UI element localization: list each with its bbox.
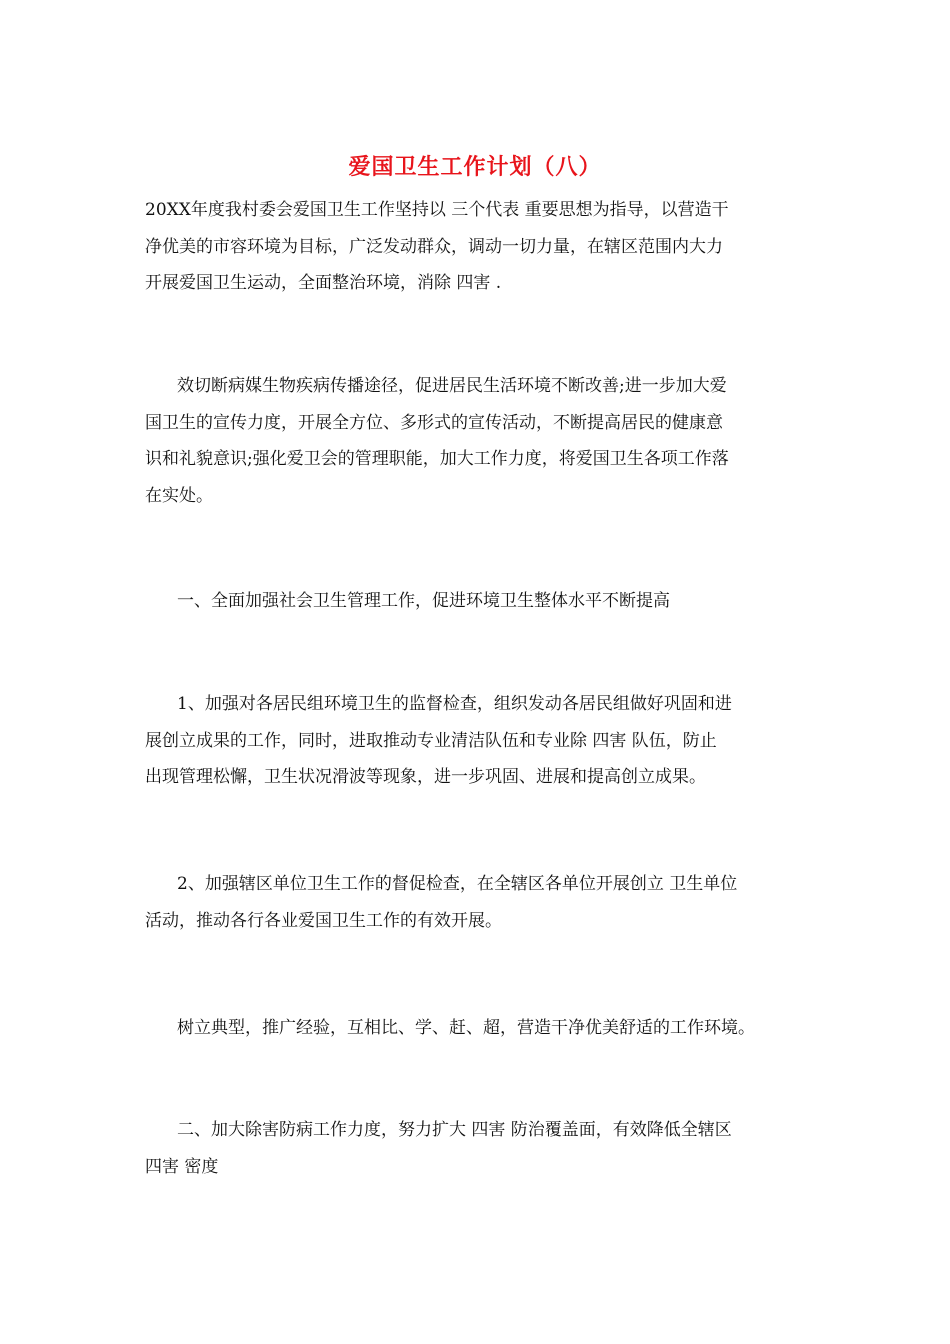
paragraph-line: 二、加大除害防病工作力度，努力扩大 四害 防治覆盖面，有效降低全辖区 [177,1120,732,1140]
paragraph-line: 树立典型，推广经验，互相比、学、赶、超，营造干净优美舒适的工作环境。 [177,1018,755,1038]
document-title: 爱国卫生工作计划（八） [348,154,602,180]
paragraph-line: 国卫生的宣传力度，开展全方位、多形式的宣传活动，不断提高居民的健康意 [145,412,723,433]
paragraph-line: 1、加强对各居民组环境卫生的监督检查，组织发动各居民组做好巩固和进 [177,694,732,714]
section-heading-2 [145,1112,825,1185]
paragraph-item-1 [145,686,825,796]
paragraph-line: 一、全面加强社会卫生管理工作，促进环境卫生整体水平不断提高 [177,591,670,611]
paragraph-line: 开展爱国卫生运动，全面整治环境，消除 四害 . [145,273,502,293]
paragraph-line: 净优美的市容环境为目标，广泛发动群众，调动一切力量，在辖区范围内大力 [145,236,723,257]
paragraph-item-2 [145,866,825,939]
paragraph-line: 展创立成果的工作，同时，进取推动专业清洁队伍和专业除 四害 队伍，防止 [145,730,717,751]
paragraph-line: 出现管理松懈，卫生状况滑波等现象，进一步巩固、进展和提高创立成果。 [145,767,706,787]
section-heading-1 [145,583,825,620]
paragraph-1 [145,192,825,302]
paragraph-line: 20XX年度我村委会爱国卫生工作坚持以 三个代表 重要思想为指导，以营造干 [145,200,729,220]
paragraph-line: 在实处。 [145,485,213,506]
paragraph-line: 四害 密度 [145,1156,219,1177]
paragraph-2 [145,368,825,514]
paragraph-line: 活动，推动各行各业爱国卫生工作的有效开展。 [145,910,502,931]
paragraph-3 [145,1010,825,1047]
paragraph-line: 2、加强辖区单位卫生工作的督促检查，在全辖区各单位开展创立 卫生单位 [177,874,738,894]
paragraph-line: 识和礼貌意识;强化爱卫会的管理职能，加大工作力度，将爱国卫生各项工作落 [145,449,729,469]
paragraph-line: 效切断病媒生物疾病传播途径，促进居民生活环境不断改善;进一步加大爱 [177,376,727,396]
